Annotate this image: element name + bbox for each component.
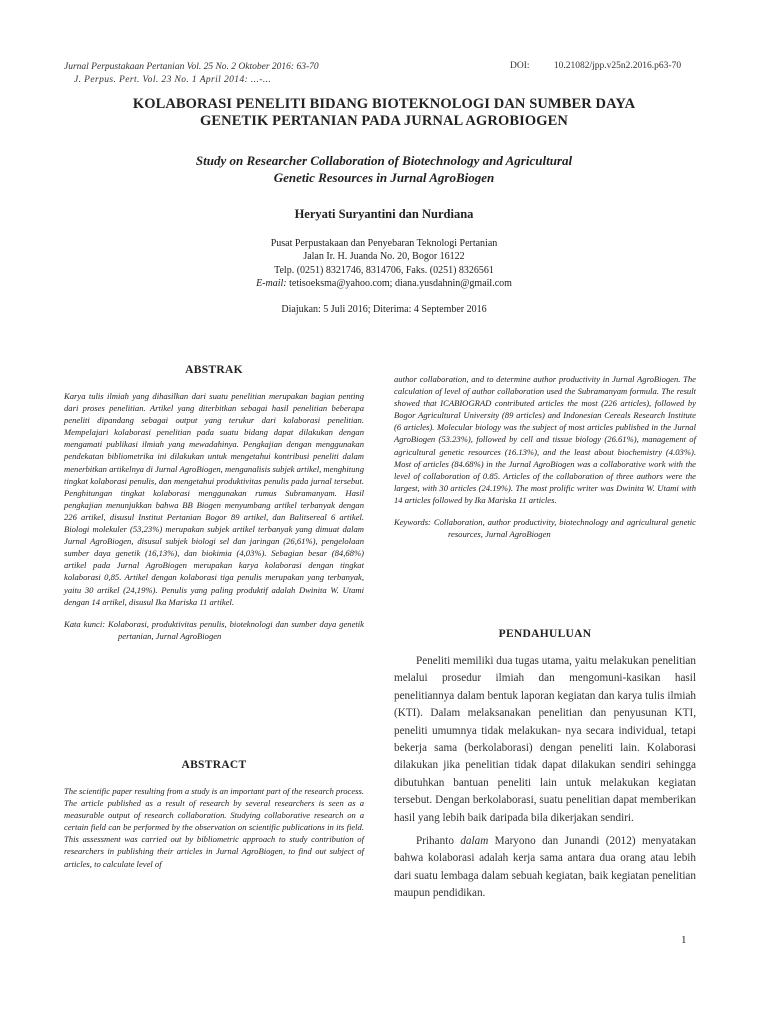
paragraph-2-italic: dalam <box>460 835 489 848</box>
affiliation-address: Jalan Ir. H. Juanda No. 20, Bogor 16122 <box>303 251 465 263</box>
email-addresses: tetisoeksma@yahoo.com; diana.yusdahnin@gmail.com <box>289 277 512 289</box>
right-column <box>394 373 696 540</box>
abstract-keywords <box>394 516 696 540</box>
abstract-text-part-2: author collaboration, and to determine author productivity in Jurnal AgroBiogen. The calculation of level of author collaboration used the Subramanyam formula. The result showed that ICABIOGRAD contributed articles the most (226 articles), followed by Bogor Agricultural University (89 articles) and Indonesian Cereals Research Institute (6 articles). Molecular biology was the subject of most articles published in the Jurnal AgroBiogen (53.23%), followed by cell and tissue biology (26.61%), management of agricultural genetic resources (16.13%), and the least about biochemistry (4.03%). Most of articles (84.68%) in the Jurnal AgroBiogen was a collaborative work with the level of collaboration of 0.85. Articles of the collaboration of three authors were the largest, with 30 articles (24.19%). The most prolific writer was Dwinita W. Utami with 14 articles followed by Ika Mariska 11 articles. <box>394 374 696 505</box>
submission-dates: Diajukan: 5 Juli 2016; Diterima: 4 September 2016 <box>281 304 487 315</box>
affiliation <box>64 237 704 290</box>
pendahuluan-body <box>394 653 696 903</box>
journal-citation-line: Jurnal Perpustakaan Pertanian Vol. 25 No. 2 Oktober 2016: 63-70 <box>64 62 319 72</box>
paper-title-english-line-2: Genetic Resources in Jurnal AgroBiogen <box>273 170 495 185</box>
abstrak-keywords-value: Kolaborasi, produktivitas penulis, bioteknologi dan sumber daya genetik pertanian, Jurnal AgroBiogen <box>108 618 364 641</box>
pendahuluan-heading: PENDAHULUAN <box>498 628 592 640</box>
paper-title-line-1: KOLABORASI PENELITI BIDANG BIOTEKNOLOGI DAN SUMBER DAYA <box>132 96 636 112</box>
abstrak-keywords-label: Kata kunci: <box>64 618 106 629</box>
abstrak-text: Karya tulis ilmiah yang dihasilkan dari suatu penelitian merupakan bagian penting dari proses penelitian. Artikel yang diterbitkan sebagai hasil penelitian beberapa peneliti dipandang sebagai output yang terukur dari kolaborasi penelitian. Mempelajari kolaborasi penelitian pada suatu bidang dapat dilakukan dengan mengamati publikasi ilmiah yang mewadahinya. Pengkajian dengan menggunakan pendekatan bibliometrika ini dilakukan untuk mengetahui kontribusi peneliti dalam menerbitkan artikelnya di Jurnal AgroBiogen, menganalisis subjek artikel, menghitung tingkat kolaborasi penulis, dan mengetahui produktivitas penulis pada jurnal tersebut. Penghitungan tingkat kolaborasi menggunakan rumus Subramanyam. Hasil pengkajian menunjukkan bahwa BB Biogen menyumbang artikel terbanyak dengan 226 artikel, disusul Institut Pertanian Bogor 89 artikel, dan Balitsereal 6 artikel. Biologi molekuler (53,23%) merupakan subjek artikel terbanyak yang dimuat dalam Jurnal AgroBiogen, disusul subjek biologi sel dan jaringan (26,61%), pengelolaan sumber daya genetik (16,13%), dan biokimia (4,03%). Sebagian besar (84,68%) artikel pada Jurnal AgroBiogen merupakan karya kolaborasi dengan tingkat kolaborasi 0,85. Artikel dengan kolaborasi tiga penulis merupakan yang terbanyak, yaitu 30 artikel (24,19%). Penulis yang paling produktif adalah Dwinita W. Utami dengan 14 artikel, disusul Ika Mariska 11 artikel. <box>64 391 364 607</box>
paper-title-english <box>64 152 704 186</box>
doi-label: DOI: <box>510 61 530 71</box>
abstract-keywords-value: Collaboration, author productivity, biotechnology and agricultural genetic resources, Jurnal AgroBiogen <box>433 517 697 540</box>
doi-value: 10.21082/jpp.v25n2.2016.p63-70 <box>553 61 682 71</box>
abstrak-keywords <box>64 618 364 642</box>
abstract-section <box>64 759 364 870</box>
journal-citation-line-old: J. Perpus. Pert. Vol. 23 No. 1 April 2014: ...-... <box>74 75 272 85</box>
pendahuluan-paragraph-2 <box>394 833 696 903</box>
paragraph-2-start: Prihanto <box>416 835 454 848</box>
paper-title <box>64 96 704 130</box>
affiliation-email-line <box>64 277 704 290</box>
abstract-text-part-1: The scientific paper resulting from a study is an important part of the research process. The article published as a result of research by several researchers is seen as a measurable output of research collaboration. Studying collaborative research on a certain field can be performed by the observation on scientific publications in its field. This assessment was carried out by bibliometric approach to study contribution of researchers in publishing their articles in Jurnal AgroBiogen, to find out subject of articles, to calculate level of <box>64 786 364 869</box>
paper-title-english-line-1: Study on Researcher Collaboration of Biotechnology and Agricultural <box>195 153 573 168</box>
abstract-keywords-label: Keywords: <box>394 517 431 528</box>
abstract-heading: ABSTRACT <box>181 759 247 771</box>
pendahuluan-section <box>394 628 696 903</box>
left-column <box>64 364 364 642</box>
pendahuluan-paragraph-1: Peneliti memiliki dua tugas utama, yaitu melakukan penelitian melalui prosedur ilmiah dan mengomuni-kasikan hasil penelitiannya dalam bentuk laporan kegiatan dan karya tulis ilmiah (KTI). Dalam melaksanakan penelitian dan penyusunan KTI, peneliti umumnya tidak melakukan- nya secara individual, tetapi bekerja sama (berkolaborasi) dengan peneliti lain. Kolaborasi dilakukan jika penelitian tidak dapat dilakukan sendiri sehingga dibutuhkan bantuan peneliti lain untuk melakukan kegiatan tersebut. Dengan berkolaborasi, suatu penelitian dapat memberikan hasil yang lebih baik daripada bila dikerjakan sendiri. <box>394 655 696 824</box>
page-number: 1 <box>681 934 687 946</box>
affiliation-phone: Telp. (0251) 8321746, 8314706, Faks. (0251) 8326561 <box>274 264 494 276</box>
paper-title-line-2: GENETIK PERTANIAN PADA JURNAL AGROBIOGEN <box>200 113 568 129</box>
email-label: E-mail: <box>256 277 287 289</box>
affiliation-institution: Pusat Perpustakaan dan Penyebaran Teknologi Pertanian <box>270 238 498 249</box>
doi <box>510 61 681 71</box>
abstrak-heading: ABSTRAK <box>185 364 243 376</box>
authors: Heryati Suryantini dan Nurdiana <box>294 207 474 221</box>
paragraph-2-rest: Maryono dan Junandi (2012) menyatakan bahwa kolaborasi adalah kerja sama antara dua orang atau lebih dari suatu lembaga dalam sebuah kegiatan, baik kegiatan penelitian maupun pendidikan. <box>394 835 697 900</box>
